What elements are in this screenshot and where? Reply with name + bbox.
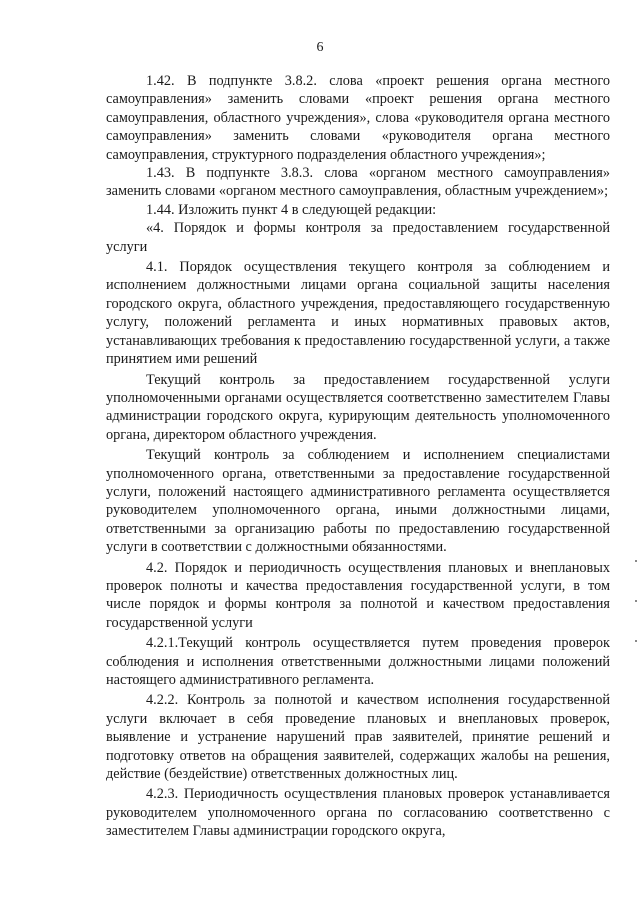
scan-mark: [635, 560, 637, 562]
paragraph-4-2-3: 4.2.3. Периодичность осуществления плановых проверок устанавливается руководителем уполномоченного органа по согласованию соответственно с заместителем Главы администрации городского округа,: [106, 786, 610, 840]
paragraph-current-control-specialists: Текущий контроль за соблюдением и исполнением специалистами уполномоченного органа, ответственными за предоставление государственной услуги, положений настоящего административного регламента осуществляется руководителем уполномоченного органа, иными должностными лицами, ответственными за организацию работы по предоставлению государственной услуги в соответствии с должностными обязанностями.: [106, 447, 610, 556]
paragraph-4-1: 4.1. Порядок осуществления текущего контроля за соблюдением и исполнением должностными лицами органа социальной защиты населения городского округа, областного учреждения, предоставляющего государственную услугу, положений регламента и иных нормативных правовых актов, устанавливающих требования к предоставлению государственной услуги, а также принятием ими решений: [106, 259, 610, 368]
paragraph-4-2-2: 4.2.2. Контроль за полнотой и качеством исполнения государственной услуги включает в себя проведение плановых и внеплановых проверок, выявление и устранение нарушений прав заявителей, принятие решений и подготовку ответов на обращения заявителей, содержащих жалобы на решения, действие (бездействие) ответственных должностных лиц.: [106, 692, 610, 783]
scan-mark: [635, 640, 637, 642]
section-4-heading: «4. Порядок и формы контроля за предоставлением государственной услуги: [106, 220, 610, 255]
paragraph-current-control: Текущий контроль за предоставлением государственной услуги уполномоченными органами осуществляется соответственно заместителем Главы администрации городского округа, курирующим деятельность уполномоченного органа, директором областного учреждения.: [106, 371, 610, 443]
paragraph-1-44: 1.44. Изложить пункт 4 в следующей редакции:: [146, 201, 437, 218]
page-number: 6: [316, 40, 324, 55]
paragraph-4-2: 4.2. Порядок и периодичность осуществления плановых и внеплановых проверок полноты и качества предоставления государственной услуги, в том числе порядок и формы контроля за полнотой и качеством предоставления государственной услуги: [106, 559, 610, 631]
paragraph-1-43: 1.43. В подпункте 3.8.3. слова «органом местного самоуправления» заменить словами «органом местного самоуправления, областным учреждением»;: [106, 165, 610, 200]
paragraph-4-2-1: 4.2.1.Текущий контроль осуществляется путем проведения проверок соблюдения и исполнения ответственными должностными лицами положений настоящего административного регламента.: [106, 635, 610, 688]
scan-mark: [635, 600, 637, 602]
scan-edge-marks: [635, 560, 638, 680]
paragraph-1-42: 1.42. В подпункте 3.8.2. слова «проект решения органа местного самоуправления» заменить словами «проект решения органа местного самоуправления, областного учреждения», слова «руководителя органа местного самоуправления» заменить словами «руководителя органа местного самоуправления, структурного подразделения областного учреждения»;: [106, 73, 610, 163]
document-body: [106, 72, 610, 841]
